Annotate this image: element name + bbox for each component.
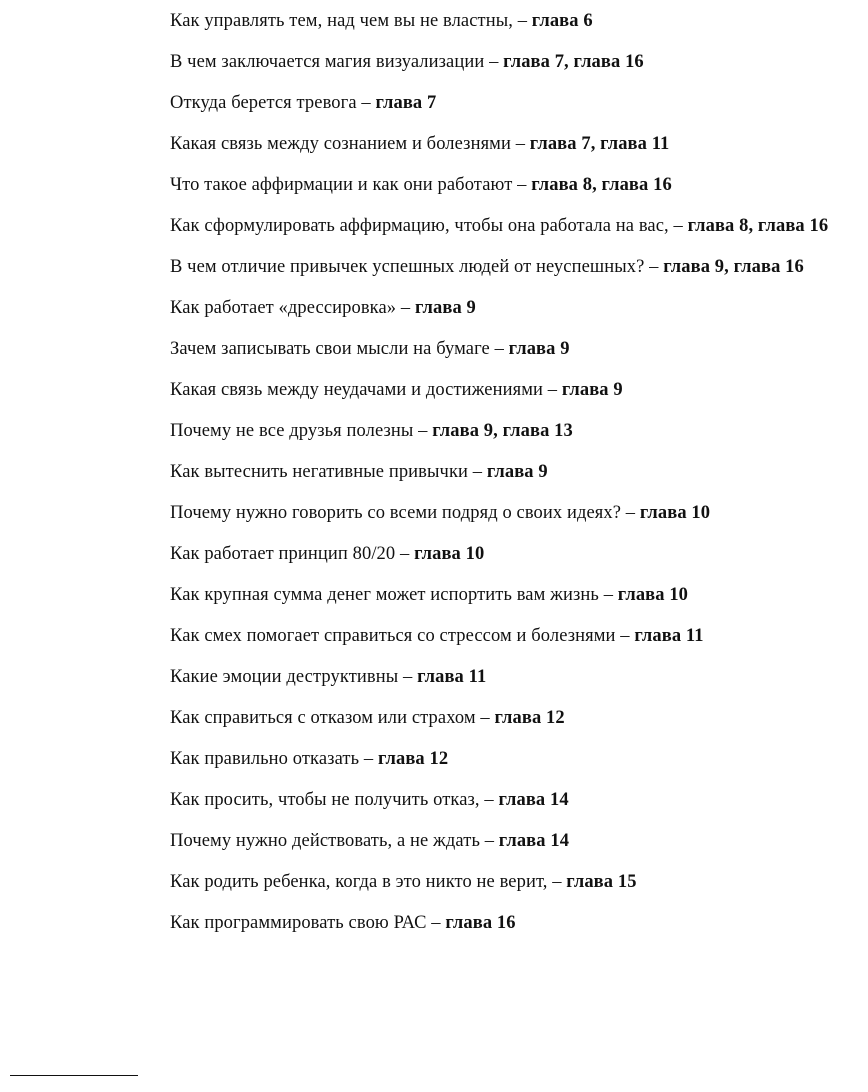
chapter-ref: глава 9 [508,339,570,359]
entry-text: Как справиться с отказом или страхом – [170,708,495,728]
entry-text: Какая связь между сознанием и болезнями – [170,134,530,154]
index-entry [170,47,860,78]
entry-text: Как просить, чтобы не получить отказ, – [170,790,499,810]
entry-text: Как сформулировать аффирмацию, чтобы она работала на вас, – [170,216,688,236]
entry-text: Как программировать свою РАС – [170,913,446,933]
footnote-divider [10,1075,138,1076]
index-entry [170,826,860,857]
index-entry [170,498,860,529]
index-entry [170,785,860,816]
entry-text: Как смех помогает справиться со стрессом и болезнями – [170,626,635,646]
index-entry [170,129,860,160]
entry-text: Как родить ребенка, когда в это никто не верит, – [170,872,567,892]
chapter-ref: глава 9, глава 13 [432,421,573,441]
index-entry [170,908,860,939]
index-entry [170,170,860,201]
entry-text: Почему нужно говорить со всеми подряд о своих идеях? – [170,503,640,523]
chapter-ref: глава 8, глава 16 [687,216,829,236]
index-entry [170,662,860,693]
index-entry [170,580,860,611]
index-entry [170,211,860,242]
index-entry [170,375,860,406]
chapter-ref: глава 7 [375,93,437,113]
entry-text: В чем отличие привычек успешных людей от неуспешных? – [170,257,664,277]
entry-text: В чем заключается магия визуализации – [170,52,504,72]
chapter-ref: глава 16 [445,913,516,933]
index-entry [170,744,860,775]
entry-text: Зачем записывать свои мысли на бумаге – [170,339,509,359]
chapter-ref: глава 7, глава 11 [529,134,670,154]
chapter-ref: глава 9, глава 16 [663,257,804,277]
chapter-ref: глава 15 [566,872,637,892]
entry-text: Что такое аффирмации и как они работают – [170,175,532,195]
chapter-ref: глава 9 [414,298,476,318]
entry-text: Какая связь между неудачами и достижениями – [170,380,562,400]
chapter-ref: глава 12 [377,749,449,769]
index-entry [170,6,860,37]
entry-text: Как правильно отказать – [170,749,378,769]
chapter-ref: глава 11 [417,667,487,687]
index-entry [170,457,860,488]
chapter-ref: глава 8, глава 16 [531,175,672,195]
chapter-ref: глава 9 [561,380,623,400]
index-entry [170,867,860,898]
entry-text: Как работает «дрессировка» – [170,298,415,318]
index-entry [170,621,860,652]
chapter-ref: глава 7, глава 16 [503,52,644,72]
index-entry [170,539,860,570]
entry-text: Как работает принцип 80/20 – [170,544,415,564]
chapter-ref: глава 14 [498,790,569,810]
index-entry [170,293,860,324]
chapter-ref: глава 6 [531,11,593,31]
index-entry [170,416,860,447]
chapter-ref: глава 10 [639,503,711,523]
index-entry [170,334,860,365]
index-entry [170,252,860,283]
entry-text: Почему не все друзья полезны – [170,421,433,441]
chapter-ref: глава 14 [498,831,570,851]
chapter-ref: глава 10 [617,585,689,605]
chapter-ref: глава 11 [634,626,704,646]
entry-text: Откуда берется тревога – [170,93,376,113]
chapter-ref: глава 12 [494,708,565,728]
entry-text: Как управлять тем, над чем вы не властны, – [170,11,532,31]
chapter-index-list [170,6,860,949]
entry-text: Почему нужно действовать, а не ждать – [170,831,499,851]
index-entry [170,88,860,119]
entry-text: Как крупная сумма денег может испортить вам жизнь – [170,585,618,605]
entry-text: Какие эмоции деструктивны – [170,667,418,687]
index-entry [170,703,860,734]
chapter-ref: глава 10 [414,544,485,564]
chapter-ref: глава 9 [486,462,548,482]
entry-text: Как вытеснить негативные привычки – [170,462,487,482]
